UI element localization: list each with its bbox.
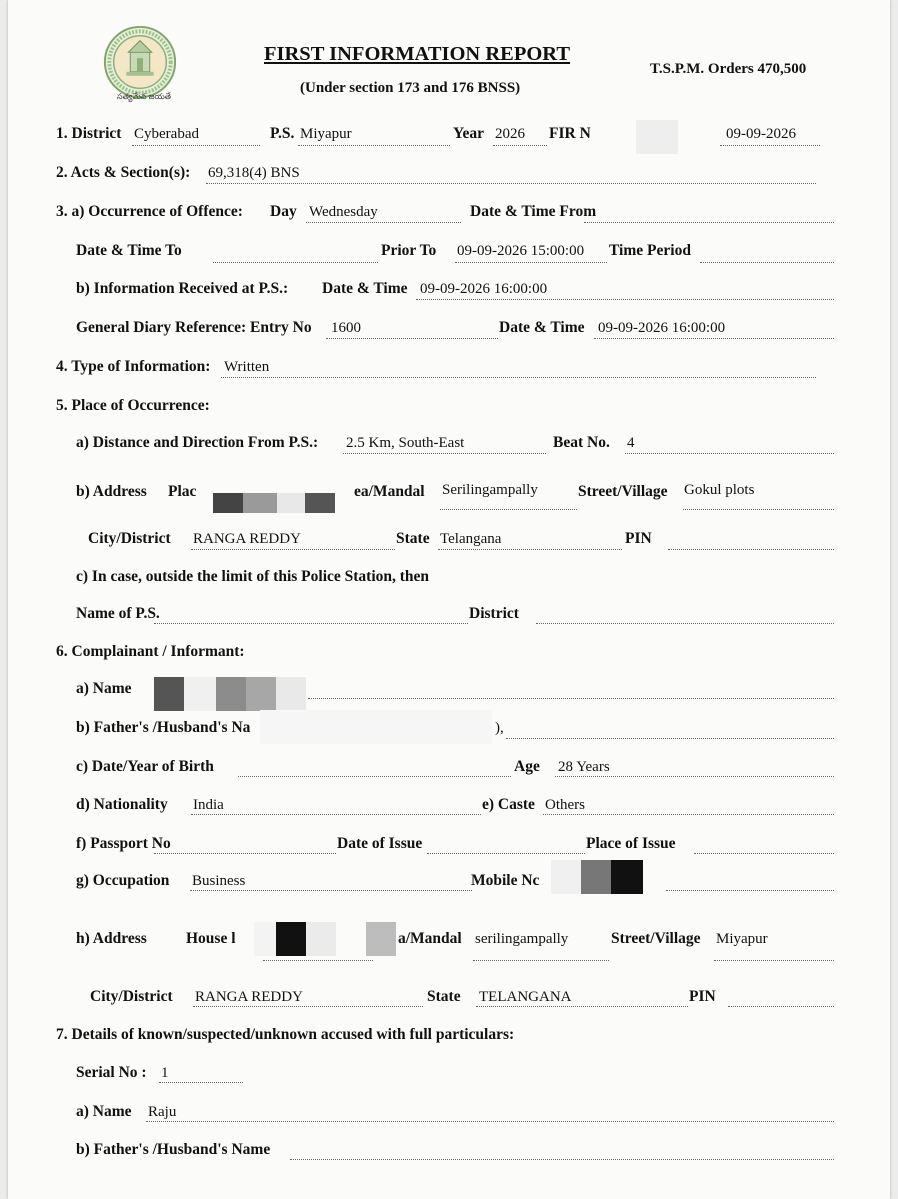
time-period-label: Time Period <box>609 242 691 259</box>
caste-label: e) Caste <box>482 796 535 813</box>
complainant-label: 6. Complainant / Informant: <box>56 643 245 660</box>
page-subtitle: (Under section 173 and 176 BNSS) <box>300 80 521 96</box>
passport-label: f) Passport No <box>76 835 171 852</box>
accused-name-label: a) Name <box>76 1103 132 1120</box>
gd-label: General Diary Reference: Entry No <box>76 319 312 336</box>
place-of-issue-label: Place of Issue <box>586 835 676 852</box>
complainant-street-label: Street/Village <box>611 930 701 947</box>
complainant-state-label: State <box>427 988 461 1005</box>
nationality-label: d) Nationality <box>76 796 168 813</box>
state-value: Telangana <box>440 531 502 547</box>
outside-district-label: District <box>469 605 519 622</box>
age-value: 28 Years <box>558 759 610 775</box>
complainant-street-value: Miyapur <box>716 931 768 947</box>
fir-date-value: 09-09-2026 <box>726 126 796 142</box>
prior-to-value: 09-09-2026 15:00:00 <box>457 243 585 259</box>
redacted-father-name <box>260 710 492 744</box>
distance-direction-label: a) Distance and Direction From P.S.: <box>76 434 319 451</box>
serial-value: 1 <box>161 1065 169 1081</box>
gd-dt-label: Date & Time <box>499 319 585 336</box>
caste-value: Others <box>545 797 585 813</box>
street-label: Street/Village <box>578 483 668 500</box>
state-label: State <box>396 530 430 547</box>
accused-name-value: Raju <box>148 1104 177 1120</box>
date-of-issue-label: Date of Issue <box>337 835 423 852</box>
redacted-complainant-name <box>154 677 184 711</box>
orders-reference: T.S.P.M. Orders 470,500 <box>650 61 807 77</box>
accused-father-label: b) Father's /Husband's Name <box>76 1141 271 1158</box>
father-name-label: b) Father's /Husband's Na <box>76 719 251 736</box>
redacted-mobile <box>551 860 581 894</box>
day-label: Day <box>270 203 297 220</box>
house-no-label: House l <box>186 930 236 947</box>
dt-from-label: Date & Time From <box>470 203 597 220</box>
info-dt-value: 09-09-2026 16:00:00 <box>420 281 548 297</box>
day-value: Wednesday <box>309 204 378 220</box>
ps-value: Miyapur <box>300 126 352 142</box>
complainant-address-label: h) Address <box>76 930 147 947</box>
emblem-motto: సత్యమేవ జయతే <box>117 92 171 101</box>
mandal-label: ea/Mandal <box>354 483 425 500</box>
gd-entry-value: 1600 <box>331 320 361 336</box>
complainant-name-label: a) Name <box>76 680 132 697</box>
complainant-city-value: RANGA REDDY <box>195 989 303 1005</box>
beat-value: 4 <box>627 435 635 451</box>
ps-label: P.S. <box>270 125 295 142</box>
fir-document <box>8 0 890 1199</box>
serial-label: Serial No : <box>76 1064 147 1081</box>
dob-label: c) Date/Year of Birth <box>76 758 214 775</box>
occurrence-label: 3. a) Occurrence of Offence: <box>56 203 243 220</box>
redacted-fir-number <box>636 120 678 154</box>
occupation-label: g) Occupation <box>76 872 170 889</box>
city-value: RANGA REDDY <box>193 531 301 547</box>
place-label: 5. Place of Occurrence: <box>56 397 210 414</box>
address-label: b) Address <box>76 483 147 500</box>
place-sub-label: Plac <box>168 483 197 500</box>
dt-to-label: Date & Time To <box>76 242 182 259</box>
complainant-state-value: TELANGANA <box>479 989 572 1005</box>
complainant-mandal-value: serilingampally <box>475 931 569 947</box>
city-label: City/District <box>88 530 171 547</box>
fir-no-label: FIR N <box>549 125 591 142</box>
accused-label: 7. Details of known/suspected/unknown accused with full particulars: <box>56 1026 515 1043</box>
gd-dt-value: 09-09-2026 16:00:00 <box>598 320 726 336</box>
mobile-label: Mobile Nc <box>471 872 540 889</box>
info-received-label: b) Information Received at P.S.: <box>76 280 289 297</box>
year-label: Year <box>453 125 484 142</box>
info-type-label: 4. Type of Information: <box>56 358 211 375</box>
district-label: 1. District <box>56 125 122 142</box>
district-value: Cyberabad <box>134 126 199 142</box>
redacted-house-no <box>254 922 276 956</box>
info-dt-label: Date & Time <box>322 280 408 297</box>
prior-to-label: Prior To <box>381 242 437 259</box>
complainant-mandal-label: a/Mandal <box>398 930 462 947</box>
name-of-ps-label: Name of P.S. <box>76 605 160 622</box>
year-value: 2026 <box>495 126 525 142</box>
acts-label: 2. Acts & Section(s): <box>56 164 191 181</box>
street-value: Gokul plots <box>684 482 755 498</box>
distance-direction-value: 2.5 Km, South-East <box>346 435 465 451</box>
page-title: FIRST INFORMATION REPORT <box>264 43 571 65</box>
nationality-value: India <box>193 797 224 813</box>
acts-value: 69,318(4) BNS <box>208 165 300 181</box>
info-type-value: Written <box>224 359 270 375</box>
outside-limit-label: c) In case, outside the limit of this Police Station, then <box>76 568 430 585</box>
father-name-suffix: ), <box>495 720 504 736</box>
redacted-place <box>213 493 243 513</box>
complainant-pin-label: PIN <box>689 988 716 1005</box>
age-label: Age <box>514 758 540 775</box>
complainant-city-label: City/District <box>90 988 173 1005</box>
beat-label: Beat No. <box>553 434 610 451</box>
mandal-value: Serilingampally <box>442 482 538 498</box>
pin-label: PIN <box>625 530 652 547</box>
occupation-value: Business <box>192 873 246 889</box>
